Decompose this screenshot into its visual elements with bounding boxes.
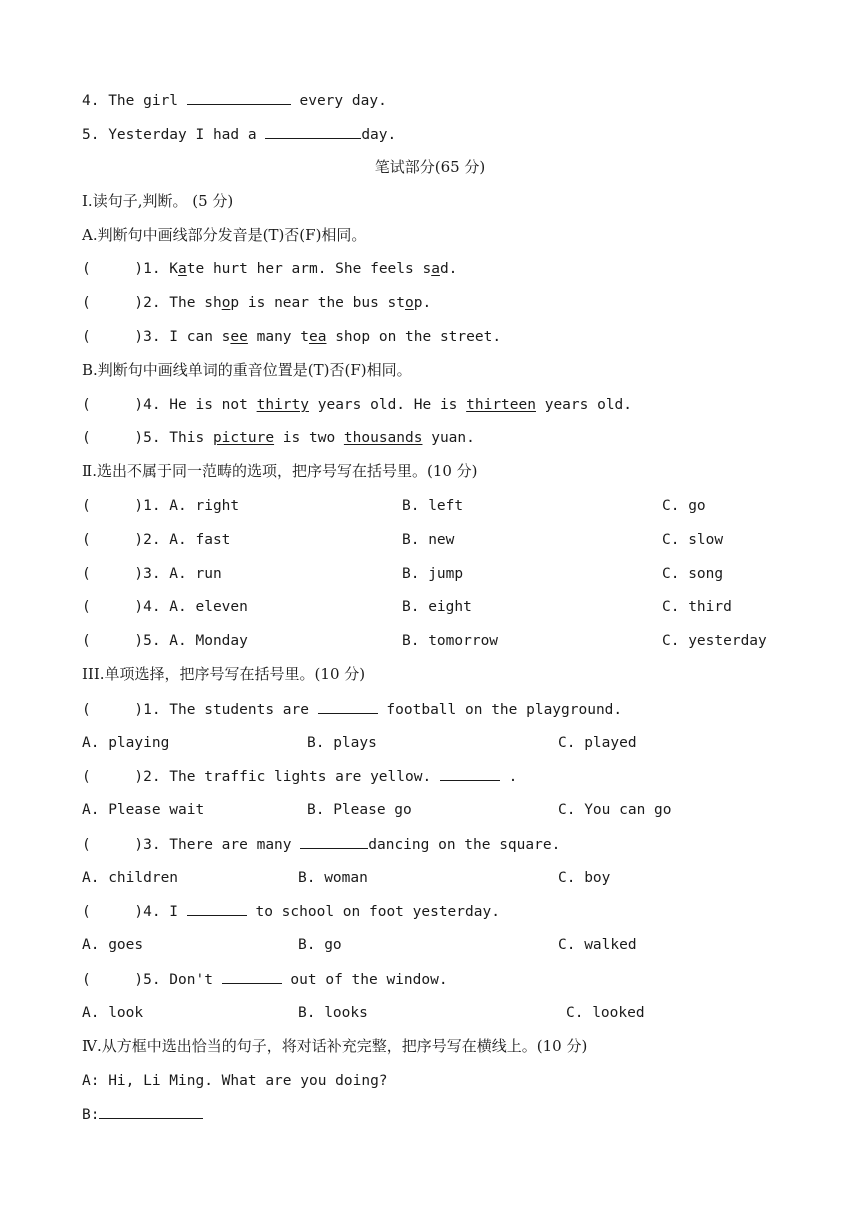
- section-1-title: Ⅰ.读句子,判断。 (5 分): [82, 192, 234, 210]
- s3-question-3: ( )3. There are many dancing on the square.: [82, 834, 560, 855]
- s3-q2-option-b[interactable]: B. Please go: [307, 802, 412, 818]
- s2-q4-option-c[interactable]: C. third: [662, 599, 732, 615]
- answer-blank[interactable]: [265, 124, 361, 139]
- s3-q5-option-b[interactable]: B. looks: [298, 1005, 368, 1021]
- s3-q2-option-c[interactable]: C. You can go: [558, 802, 672, 818]
- s3-q4-option-b[interactable]: B. go: [298, 937, 342, 953]
- s3-q5-option-a[interactable]: A. look: [82, 1005, 144, 1021]
- dialogue-line-a: A: Hi, Li Ming. What are you doing?: [82, 1073, 388, 1089]
- s3-q3-option-b[interactable]: B. woman: [298, 870, 368, 886]
- answer-blank[interactable]: [187, 901, 247, 916]
- s3-q1-option-a[interactable]: A. playing: [82, 735, 170, 751]
- s3-q4-option-a[interactable]: A. goes: [82, 937, 144, 953]
- s3-q3-option-c[interactable]: C. boy: [558, 870, 611, 886]
- section-1-part-b-title: B.判断句中画线单词的重音位置是(T)否(F)相同。: [82, 361, 412, 379]
- answer-blank[interactable]: [222, 969, 282, 984]
- answer-blank[interactable]: [318, 699, 378, 714]
- listening-item-4: 4. The girl every day.: [82, 90, 387, 111]
- answer-blank[interactable]: [99, 1104, 203, 1119]
- s1-question-2: ( )2. The shop is near the bus stop.: [82, 295, 432, 311]
- dialogue-line-b: B:: [82, 1104, 203, 1125]
- s2-q5-option-a[interactable]: ( )5. A. Monday: [82, 633, 248, 649]
- s2-q3-option-b[interactable]: B. jump: [402, 566, 464, 582]
- s2-q3-option-c[interactable]: C. song: [662, 566, 724, 582]
- s3-q4-option-c[interactable]: C. walked: [558, 937, 637, 953]
- section-4-title: Ⅳ.从方框中选出恰当的句子，将对话补充完整，把序号写在横线上。(10 分): [82, 1037, 588, 1055]
- s2-q5-option-b[interactable]: B. tomorrow: [402, 633, 499, 649]
- section-2-title: Ⅱ.选出不属于同一范畴的选项，把序号写在括号里。(10 分): [82, 462, 478, 480]
- s1-question-1: ( )1. Kate hurt her arm. She feels sad.: [82, 261, 458, 277]
- s3-q1-option-c[interactable]: C. played: [558, 735, 637, 751]
- s3-q1-option-b[interactable]: B. plays: [307, 735, 377, 751]
- listening-item-5: 5. Yesterday I had a day.: [82, 124, 396, 145]
- s3-q5-option-c[interactable]: C. looked: [566, 1005, 645, 1021]
- s3-q3-option-a[interactable]: A. children: [82, 870, 179, 886]
- section-1-part-a-title: A.判断句中画线部分发音是(T)否(F)相同。: [82, 226, 367, 244]
- answer-blank[interactable]: [187, 90, 291, 105]
- answer-blank[interactable]: [300, 834, 368, 849]
- s1-question-3: ( )3. I can see many tea shop on the street.: [82, 329, 502, 345]
- written-section-title: 笔试部分(65 分): [374, 158, 486, 176]
- s3-question-5: ( )5. Don't out of the window.: [82, 969, 448, 990]
- s2-q2-option-a[interactable]: ( )2. A. fast: [82, 532, 231, 548]
- s2-q3-option-a[interactable]: ( )3. A. run: [82, 566, 222, 582]
- s2-q4-option-b[interactable]: B. eight: [402, 599, 472, 615]
- s1-question-4: ( )4. He is not thirty years old. He is thirteen years old.: [82, 397, 633, 413]
- s3-question-4: ( )4. I to school on foot yesterday.: [82, 901, 500, 922]
- s2-q5-option-c[interactable]: C. yesterday: [662, 633, 767, 649]
- s2-q2-option-c[interactable]: C. slow: [662, 532, 724, 548]
- s3-question-2: ( )2. The traffic lights are yellow. .: [82, 766, 517, 787]
- s3-q2-option-a[interactable]: A. Please wait: [82, 802, 205, 818]
- s2-q1-option-c[interactable]: C. go: [662, 498, 706, 514]
- answer-blank[interactable]: [440, 766, 500, 781]
- s3-question-1: ( )1. The students are football on the playground.: [82, 699, 622, 720]
- s1-question-5: ( )5. This picture is two thousands yuan.: [82, 430, 475, 446]
- s2-q1-option-a[interactable]: ( )1. A. right: [82, 498, 240, 514]
- s2-q1-option-b[interactable]: B. left: [402, 498, 464, 514]
- section-3-title: III.单项选择，把序号写在括号里。(10 分): [82, 665, 366, 683]
- s2-q2-option-b[interactable]: B. new: [402, 532, 455, 548]
- s2-q4-option-a[interactable]: ( )4. A. eleven: [82, 599, 248, 615]
